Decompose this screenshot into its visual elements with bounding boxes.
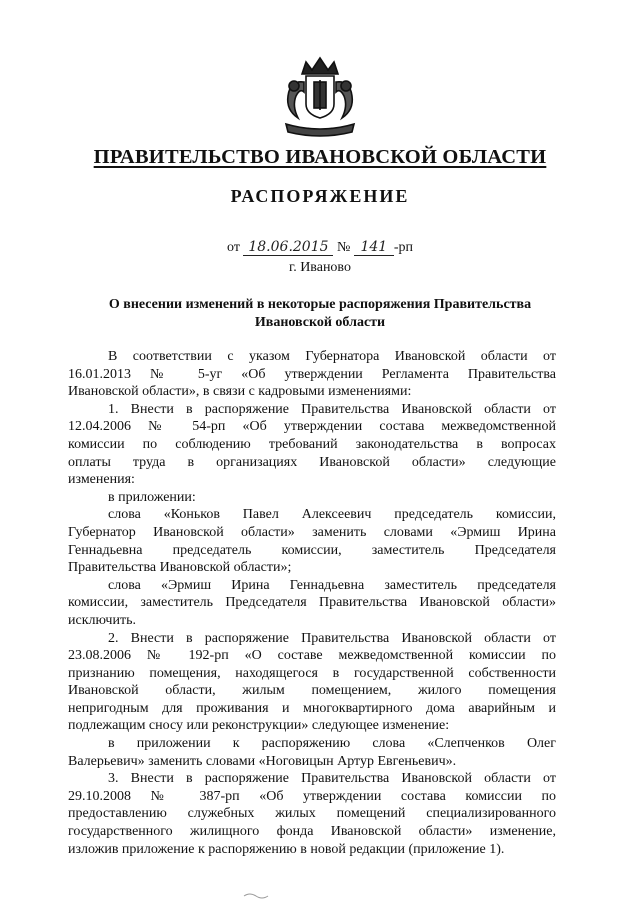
coat-of-arms-emblem bbox=[272, 52, 368, 140]
body-line: изложив приложение к распоряжению в новой редакции (приложение 1). bbox=[68, 841, 505, 857]
body-line: 1. Внести в распоряжение Правительства Ивановской области от bbox=[108, 401, 556, 417]
body-line: непригодным для проживания и многоквартирного дома аварийным и bbox=[68, 700, 556, 716]
body-line: 12.04.2006 № 54-рп «Об утверждении состава межведомственной bbox=[68, 419, 556, 435]
body-line: предоставлению служебных жилых помещений специализированного bbox=[68, 806, 556, 822]
body-line: 23.08.2006 № 192-рп «О составе межведомственной комиссии по bbox=[68, 648, 556, 664]
scan-mark bbox=[240, 888, 280, 902]
body-line: 3. Внести в распоряжение Правительства Ивановской области от bbox=[108, 771, 556, 787]
government-title: ПРАВИТЕЛЬСТВО ИВАНОВСКОЙ ОБЛАСТИ bbox=[93, 146, 547, 168]
body-line: Ивановской области», в связи с кадровыми изменениями: bbox=[68, 384, 412, 400]
document-body bbox=[68, 348, 556, 858]
body-line: 16.01.2013 № 5-уг «Об утверждении Регламента Правительства bbox=[68, 366, 556, 382]
body-line: в приложении к распоряжению слова «Слепченков Олег bbox=[108, 736, 556, 752]
body-line: 2. Внести в распоряжение Правительства Ивановской области от bbox=[108, 630, 556, 646]
body-line: Губернатор Ивановской области» заменить словами «Эрмиш Ирина bbox=[68, 524, 556, 540]
document-type: РАСПОРЯЖЕНИЕ bbox=[230, 186, 410, 206]
body-line: слова «Эрмиш Ирина Геннадьевна заместитель председателя bbox=[108, 577, 556, 593]
subject-line: Ивановской области bbox=[254, 315, 386, 330]
body-line: в приложении: bbox=[108, 489, 196, 505]
body-line: слова «Коньков Павел Алексеевич председатель комиссии, bbox=[108, 507, 556, 523]
body-line: комиссии по соблюдению требований законодательства в вопросах bbox=[68, 436, 556, 452]
date-prefix: от bbox=[227, 240, 240, 255]
body-line: подлежащим сносу или реконструкции» следующее изменение: bbox=[68, 718, 450, 734]
body-line: Геннадьевна председатель комиссии, заместитель Председателя bbox=[68, 542, 556, 558]
body-line: Ивановской области, жилым помещением, жилого помещения bbox=[68, 683, 556, 699]
body-line: изменения: bbox=[68, 472, 135, 488]
document-date: 18.06.2015 bbox=[243, 240, 333, 256]
document-reference bbox=[0, 240, 640, 256]
number-sign: № bbox=[336, 240, 351, 255]
document-city: г. Иваново bbox=[289, 260, 351, 275]
document-number: 141 bbox=[354, 240, 394, 256]
subject-line: О внесении изменений в некоторые распоряжения Правительства bbox=[108, 297, 532, 312]
body-line: исключить. bbox=[68, 612, 136, 628]
body-line: признанию помещения, находящегося в государственной собственности bbox=[68, 665, 556, 681]
body-line: государственного жилищного фонда Ивановской области» изменение, bbox=[68, 824, 556, 840]
body-line: комиссии, заместитель Председателя Правительства Ивановской области» bbox=[68, 595, 556, 611]
body-line: Валерьевич» заменить словами «Ноговицын Артур Евгеньевич». bbox=[68, 753, 457, 769]
body-line: В соответствии с указом Губернатора Ивановской области от bbox=[108, 349, 556, 364]
number-suffix: -рп bbox=[393, 240, 413, 255]
body-line: 29.10.2008 № 387-рп «Об утверждении состава комиссии по bbox=[68, 788, 556, 804]
body-line: Правительства Ивановской области»; bbox=[68, 560, 292, 576]
document-subject bbox=[60, 296, 580, 332]
body-line: оплаты труда в организациях Ивановской области» следующие bbox=[68, 454, 556, 470]
